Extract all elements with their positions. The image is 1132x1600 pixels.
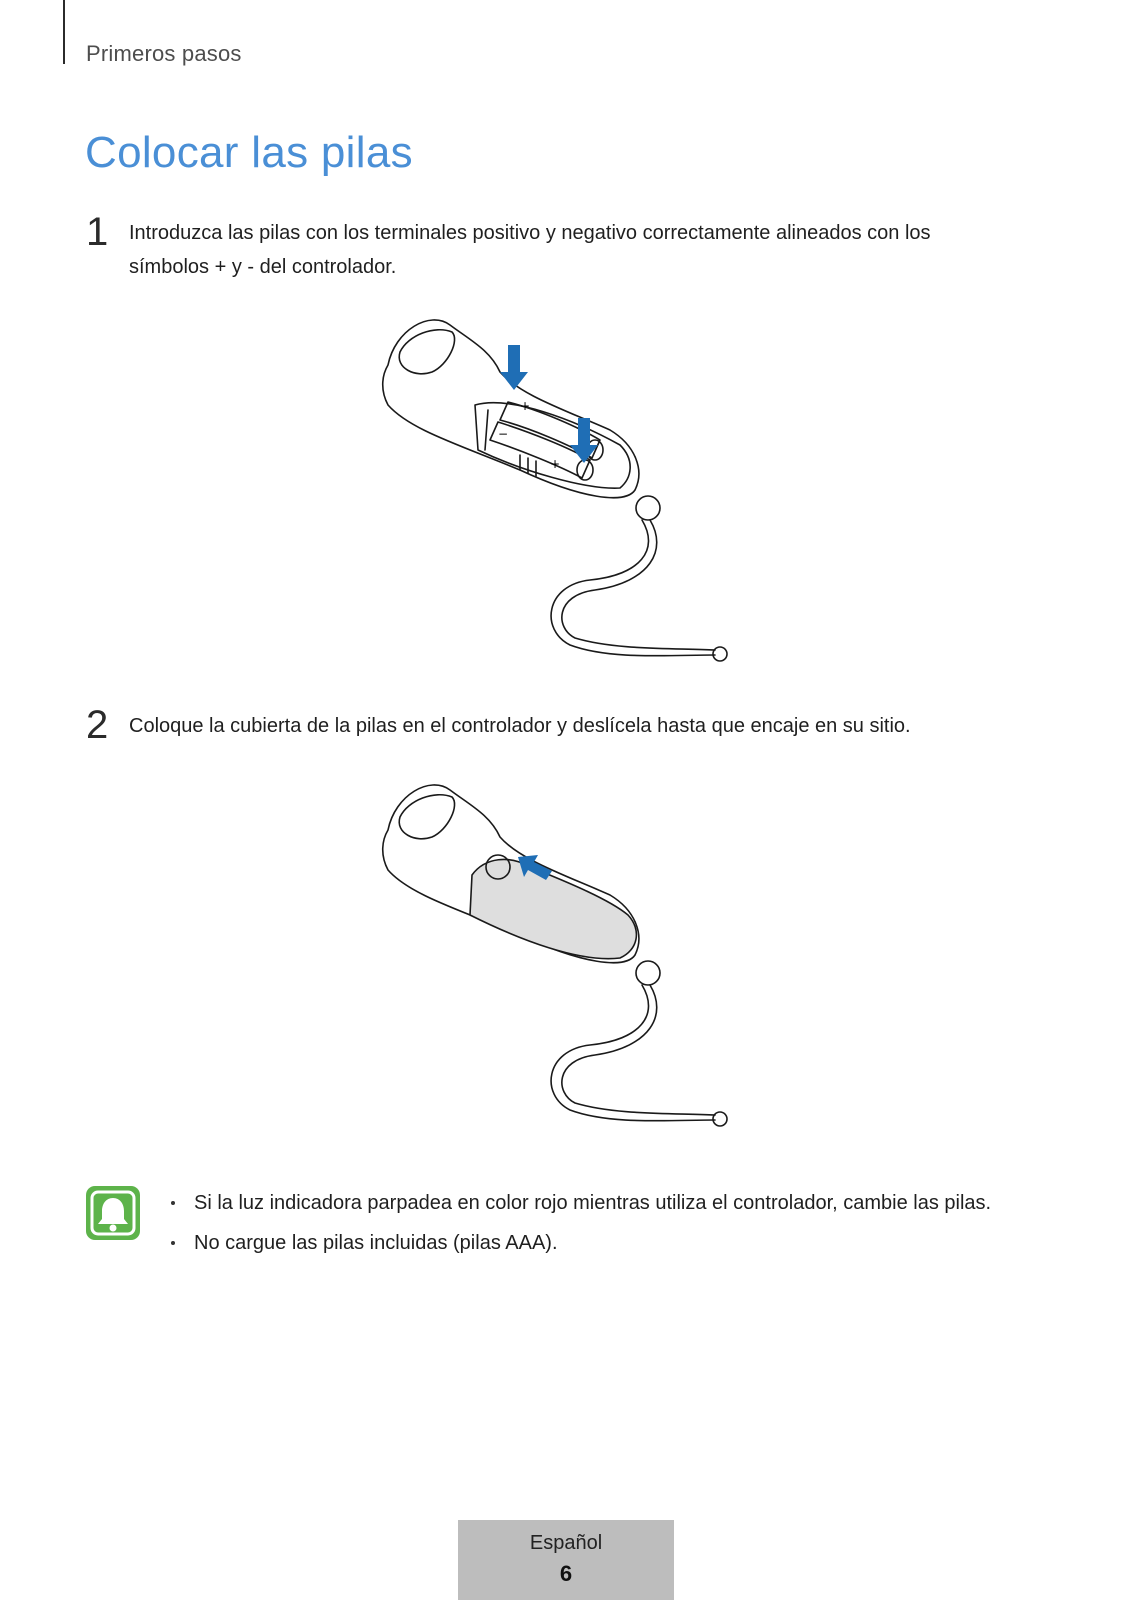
step-number: 1	[86, 210, 109, 254]
page-title: Colocar las pilas	[85, 128, 413, 177]
page-footer	[458, 1520, 674, 1600]
bell-icon	[85, 1185, 141, 1241]
step-number: 2	[86, 703, 109, 747]
step-text	[129, 216, 1049, 284]
list-item: No cargue las pilas incluidas (pilas AAA).	[168, 1223, 991, 1263]
step-line: Coloque la cubierta de la pilas en el controlador y deslícela hasta que encaje en su sitio.	[129, 715, 911, 737]
page-number: 6	[559, 1561, 573, 1586]
controller-cover-illustration	[370, 775, 750, 1155]
controller-batteries-illustration	[370, 310, 750, 690]
minus-label: −	[498, 427, 509, 441]
plus-label: +	[550, 457, 561, 471]
footer-language: Español	[529, 1532, 603, 1554]
plus-label: +	[520, 399, 531, 413]
step-line: símbolos + y - del controlador.	[129, 256, 397, 278]
section-label: Primeros pasos	[86, 41, 242, 66]
step-text	[129, 709, 1049, 743]
step-line: Introduzca las pilas con los terminales positivo y negativo correctamente alineados con los	[129, 222, 931, 244]
notes-list	[168, 1183, 991, 1263]
list-item: Si la luz indicadora parpadea en color rojo mientras utiliza el controlador, cambie las pilas.	[168, 1183, 991, 1223]
margin-line	[63, 0, 65, 64]
